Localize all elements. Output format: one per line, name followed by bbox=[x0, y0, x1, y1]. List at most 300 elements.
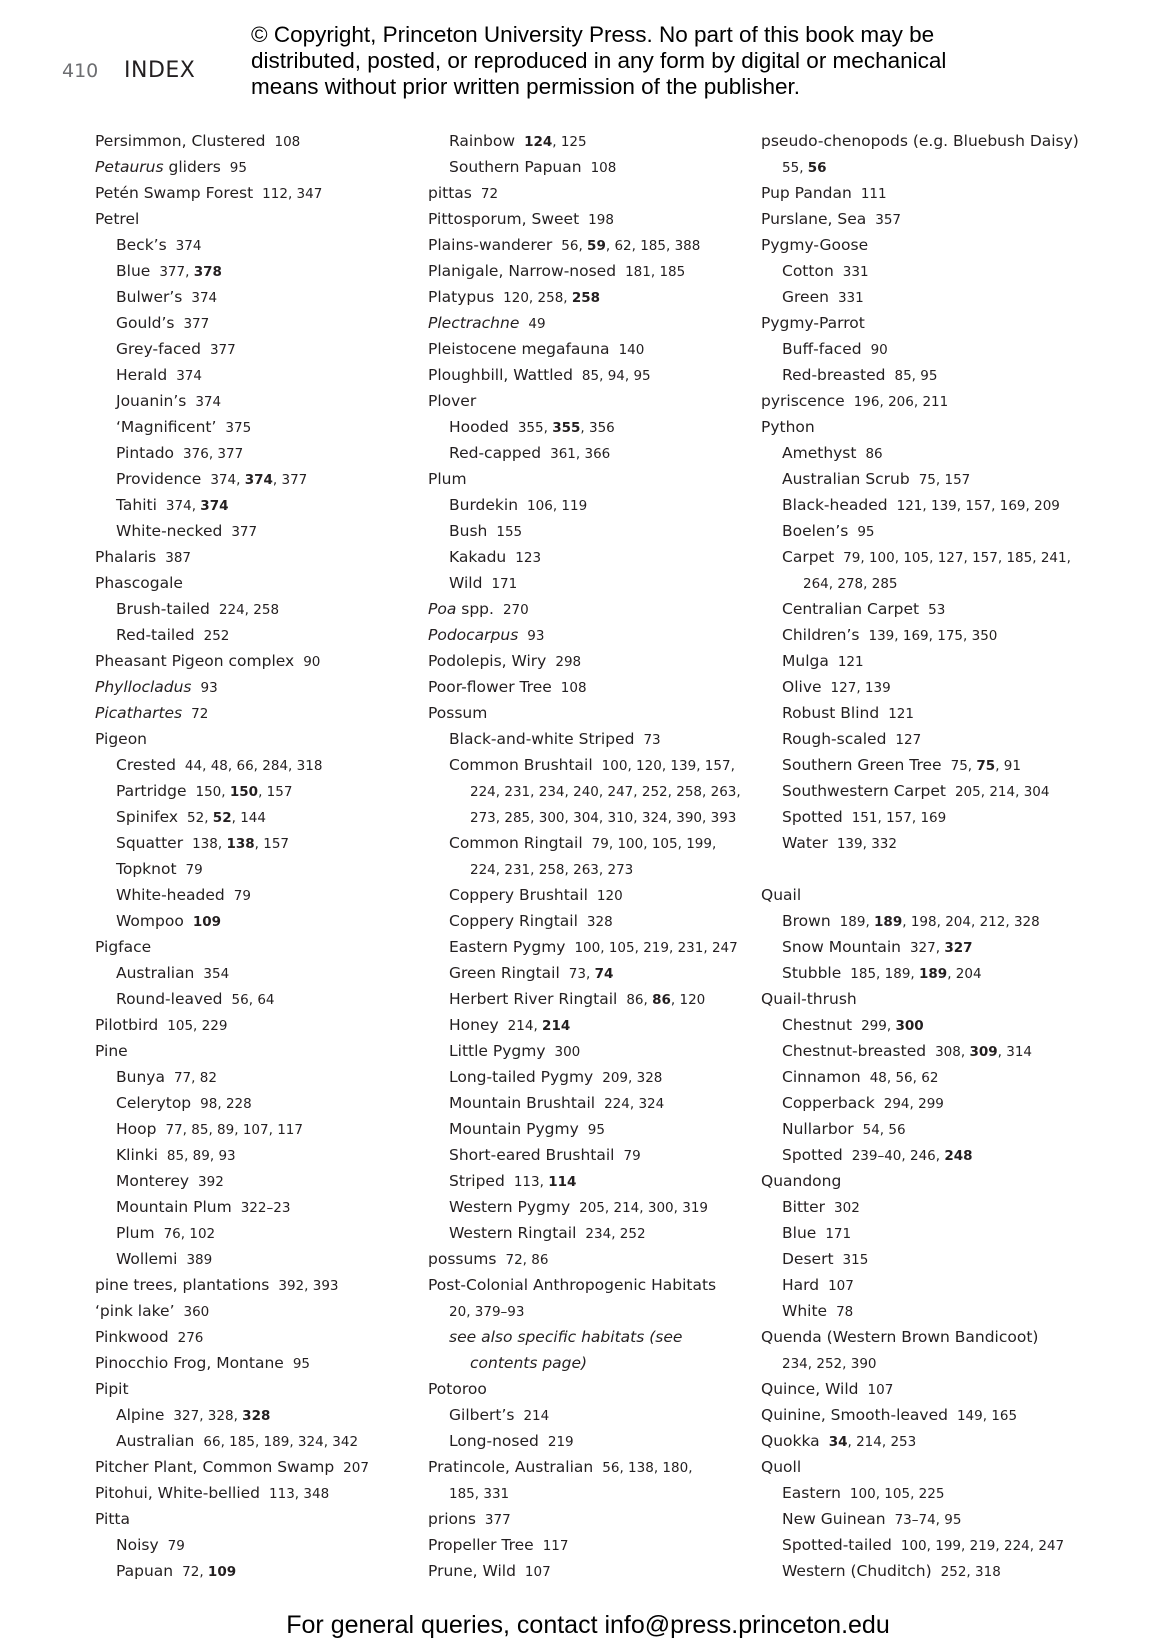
page-ref: 252 bbox=[940, 1564, 967, 1580]
page-refs: 264, 278, 285 bbox=[803, 576, 898, 592]
page-ref-bold: 34 bbox=[828, 1434, 848, 1450]
index-term: Quail bbox=[761, 886, 802, 904]
page-refs bbox=[168, 1538, 185, 1554]
page-ref: 82 bbox=[199, 1070, 217, 1086]
index-term: Plum bbox=[428, 470, 467, 488]
page-refs: 85, 94, 95 bbox=[581, 368, 651, 384]
page-ref: 392 bbox=[278, 1278, 305, 1294]
index-subentry bbox=[95, 986, 405, 1012]
index-subentry bbox=[428, 570, 753, 596]
page-ref: 263 bbox=[573, 862, 599, 878]
index-term: ‘pink lake’ bbox=[95, 1302, 175, 1320]
page-ref: 390 bbox=[850, 1356, 877, 1372]
index-term: Plum bbox=[116, 1224, 155, 1242]
index-subentry bbox=[761, 1194, 1086, 1220]
index-term: Phyllocladus bbox=[95, 678, 192, 696]
index-term: Striped bbox=[449, 1172, 505, 1190]
index-subentry bbox=[761, 570, 1086, 596]
index-subentry bbox=[761, 726, 1086, 752]
page-ref: 111 bbox=[860, 186, 887, 202]
page-ref-bold: 114 bbox=[548, 1174, 577, 1190]
page-refs bbox=[503, 602, 529, 618]
page-refs bbox=[203, 966, 229, 982]
index-subentry bbox=[95, 1168, 405, 1194]
page-ref: 342 bbox=[332, 1434, 359, 1450]
page-refs: 79, 100, 105, 127, 157, 185, 241, bbox=[843, 550, 1071, 566]
page-ref: 165 bbox=[991, 1408, 1018, 1424]
page-refs bbox=[857, 524, 874, 540]
page-ref: 64 bbox=[257, 992, 275, 1008]
page-ref-bold: 374 bbox=[200, 498, 229, 514]
page-ref: 258 bbox=[253, 602, 280, 618]
page-ref: 387 bbox=[165, 550, 192, 566]
page-refs bbox=[481, 186, 498, 202]
index-subentry bbox=[95, 1090, 405, 1116]
index-entry bbox=[95, 934, 405, 960]
page-refs bbox=[843, 264, 869, 280]
index-subentry bbox=[428, 1038, 753, 1064]
index-subentry bbox=[761, 284, 1086, 310]
page-ref-bold: 214 bbox=[542, 1018, 571, 1034]
index-term: Poa bbox=[428, 600, 457, 618]
page-ref: 56 bbox=[561, 238, 579, 254]
index-term: Quince, Wild bbox=[761, 1380, 859, 1398]
page-ref: 212 bbox=[979, 914, 1006, 930]
index-term: pittas bbox=[428, 184, 472, 202]
page-refs bbox=[895, 732, 921, 748]
index-term: Children’s bbox=[782, 626, 860, 644]
running-head: INDEX bbox=[124, 58, 196, 83]
page-ref: 89 bbox=[217, 1122, 235, 1138]
index-term: Blue bbox=[782, 1224, 817, 1242]
page-ref: 374 bbox=[210, 472, 237, 488]
index-entry bbox=[428, 336, 753, 362]
index-subentry bbox=[95, 596, 405, 622]
page-refs: 113, 114 bbox=[513, 1174, 577, 1190]
index-term: Hooded bbox=[449, 418, 509, 436]
index-term: Mountain Plum bbox=[116, 1198, 232, 1216]
index-entry bbox=[95, 1324, 405, 1350]
page-ref: 214 bbox=[613, 1200, 640, 1216]
index-term: pine trees, plantations bbox=[95, 1276, 270, 1294]
index-subentry bbox=[428, 960, 753, 986]
index-term: contents page) bbox=[470, 1354, 588, 1372]
index-term: Brown bbox=[782, 912, 831, 930]
index-term: Burdekin bbox=[449, 496, 519, 514]
page-refs: 124, 125 bbox=[524, 134, 587, 150]
index-subentry bbox=[761, 492, 1086, 518]
page-ref: 100 bbox=[868, 550, 895, 566]
page-ref: 392 bbox=[198, 1174, 224, 1190]
index-entry bbox=[761, 1454, 1086, 1480]
index-subentry bbox=[428, 908, 753, 934]
index-term: Western Ringtail bbox=[449, 1224, 577, 1242]
page-ref: 56 bbox=[602, 1460, 620, 1476]
page-ref: 331 bbox=[842, 264, 869, 280]
index-term: Coppery Brushtail bbox=[449, 886, 588, 904]
index-term: Snow Mountain bbox=[782, 938, 901, 956]
page-ref: 246 bbox=[910, 1148, 936, 1164]
index-term: Quinine, Smooth-leaved bbox=[761, 1406, 948, 1424]
page-refs bbox=[555, 1044, 581, 1060]
page-ref: 264 bbox=[803, 576, 829, 592]
index-subentry bbox=[761, 544, 1086, 570]
page-ref: 224 bbox=[470, 784, 496, 800]
page-ref: 328 bbox=[636, 1070, 663, 1086]
index-term: Western (Chuditch) bbox=[782, 1562, 932, 1580]
page-ref: 224 bbox=[1003, 1538, 1030, 1554]
page-refs: 234, 252, 390 bbox=[782, 1356, 877, 1372]
page-ref: 273 bbox=[607, 862, 634, 878]
index-entry bbox=[761, 882, 1086, 908]
index-term: Petaurus bbox=[95, 158, 164, 176]
page-refs: 77, 82 bbox=[173, 1070, 217, 1086]
index-entry bbox=[761, 1376, 1086, 1402]
page-ref: 95 bbox=[944, 1512, 962, 1528]
page-ref: 121 bbox=[888, 706, 914, 722]
page-refs: 121, 139, 157, 169, 209 bbox=[896, 498, 1060, 514]
index-subentry bbox=[761, 1480, 1086, 1506]
page-refs: 214, 214 bbox=[507, 1018, 571, 1034]
page-refs bbox=[865, 446, 882, 462]
index-subentry bbox=[95, 1142, 405, 1168]
index-term: Honey bbox=[449, 1016, 499, 1034]
page-refs bbox=[643, 732, 660, 748]
index-subentry bbox=[95, 960, 405, 986]
index-term: Spinifex bbox=[116, 808, 179, 826]
page-ref: 100 bbox=[900, 1538, 927, 1554]
index-subentry bbox=[428, 1116, 753, 1142]
index-subentry bbox=[95, 882, 405, 908]
index-term: Pheasant Pigeon complex bbox=[95, 652, 295, 670]
index-term-suffix: gliders bbox=[163, 158, 221, 176]
page-refs: 56, 64 bbox=[231, 992, 275, 1008]
page-ref: 73 bbox=[568, 966, 586, 982]
page-ref: 234 bbox=[538, 784, 565, 800]
page-ref: 139 bbox=[670, 758, 697, 774]
index-subentry bbox=[761, 622, 1086, 648]
page-refs: 239–40, 246, 248 bbox=[851, 1148, 973, 1164]
page-ref: 155 bbox=[496, 524, 523, 540]
page-ref: 107 bbox=[242, 1122, 269, 1138]
index-entry bbox=[428, 1480, 753, 1506]
index-subentry bbox=[95, 1558, 405, 1584]
index-subentry bbox=[761, 830, 1086, 856]
page-ref: 171 bbox=[491, 576, 518, 592]
index-subentry bbox=[428, 1012, 753, 1038]
index-subentry bbox=[428, 1350, 753, 1376]
index-term: Wompoo bbox=[116, 912, 184, 930]
page-ref: 247 bbox=[711, 940, 738, 956]
page-ref: 328 bbox=[586, 914, 613, 930]
page-refs bbox=[210, 342, 236, 358]
index-entry bbox=[428, 674, 753, 700]
page-refs: 127, 139 bbox=[830, 680, 891, 696]
page-ref: 327 bbox=[909, 940, 936, 956]
index-subentry bbox=[428, 882, 753, 908]
page-refs: 224, 324 bbox=[604, 1096, 665, 1112]
index-entry bbox=[95, 154, 405, 180]
page-refs bbox=[591, 160, 617, 176]
page-ref: 72 bbox=[505, 1252, 523, 1268]
page-ref: 113 bbox=[513, 1174, 540, 1190]
page-refs bbox=[491, 576, 517, 592]
page-ref: 185 bbox=[640, 238, 666, 254]
page-ref: 258 bbox=[538, 862, 565, 878]
index-entry bbox=[95, 1376, 405, 1402]
index-entry bbox=[428, 1246, 753, 1272]
page-ref: 209 bbox=[1034, 498, 1060, 514]
page-ref: 198 bbox=[588, 212, 614, 228]
page-refs bbox=[836, 1304, 853, 1320]
index-entry bbox=[428, 596, 753, 622]
page-ref: 331 bbox=[837, 290, 864, 306]
page-ref: 219 bbox=[547, 1434, 574, 1450]
page-ref: 117 bbox=[277, 1122, 303, 1138]
page-refs bbox=[619, 342, 645, 358]
page-refs: 77, 85, 89, 107, 117 bbox=[165, 1122, 303, 1138]
index-term: Platypus bbox=[428, 288, 495, 306]
page-refs: 374, 374 bbox=[165, 498, 229, 514]
index-subentry bbox=[761, 700, 1086, 726]
page-refs bbox=[176, 238, 202, 254]
page-refs bbox=[875, 212, 901, 228]
page-ref: 144 bbox=[240, 810, 266, 826]
page-ref: 389 bbox=[186, 1252, 213, 1268]
page-refs: 327, 327 bbox=[909, 940, 973, 956]
page-refs bbox=[193, 914, 221, 930]
page-ref: 72 bbox=[480, 186, 499, 202]
page-refs bbox=[825, 1226, 851, 1242]
page-ref-bold: 189 bbox=[874, 914, 903, 930]
index-subentry bbox=[761, 336, 1086, 362]
index-term: Plains-wanderer bbox=[428, 236, 553, 254]
page-refs bbox=[176, 368, 202, 384]
page-ref: 157 bbox=[965, 498, 992, 514]
index-entry bbox=[95, 726, 405, 752]
index-subentry bbox=[428, 1168, 753, 1194]
index-term: Rainbow bbox=[449, 132, 516, 150]
page-ref-bold: 109 bbox=[207, 1564, 237, 1580]
page-ref: 157 bbox=[704, 758, 731, 774]
index-subentry bbox=[761, 1298, 1086, 1324]
footer-contact: For general queries, contact info@press.princeton.edu bbox=[286, 1611, 890, 1639]
index-subentry bbox=[95, 258, 405, 284]
page-ref: 85 bbox=[166, 1148, 185, 1164]
page-refs: 377, 378 bbox=[159, 264, 222, 280]
copyright-notice: © Copyright, Princeton University Press. No part of this book may be distributed, posted, or reproduced in any form by digital or mechanical means without prior written permission of the publisher. bbox=[251, 22, 947, 99]
page-ref: 169 bbox=[999, 498, 1026, 514]
page-ref: 157 bbox=[972, 550, 998, 566]
index-term: Pinkwood bbox=[95, 1328, 169, 1346]
page-refs: 56, 138, 180, bbox=[602, 1460, 693, 1476]
page-ref: 79 bbox=[843, 550, 861, 566]
page-refs: 75, 75, 91 bbox=[950, 758, 1021, 774]
index-entry bbox=[95, 1454, 405, 1480]
page-ref: 225 bbox=[918, 1486, 945, 1502]
page-ref: 113 bbox=[269, 1486, 295, 1502]
index-term: Little Pygmy bbox=[449, 1042, 546, 1060]
index-term: Spotted bbox=[782, 1146, 843, 1164]
page-ref: 196 bbox=[853, 394, 880, 410]
index-term: Pipit bbox=[95, 1380, 129, 1398]
index-term: Mountain Pygmy bbox=[449, 1120, 579, 1138]
index-term: Red-tailed bbox=[116, 626, 195, 644]
page-ref: 214 bbox=[989, 784, 1016, 800]
page-refs: 308, 309, 314 bbox=[935, 1044, 1033, 1060]
page-refs: 185, 189, 189, 204 bbox=[850, 966, 982, 982]
page-ref: 95 bbox=[292, 1356, 311, 1372]
page-ref-bold: 248 bbox=[944, 1148, 973, 1164]
page-ref: 120 bbox=[679, 992, 706, 1008]
index-subentry bbox=[95, 414, 405, 440]
index-subentry bbox=[428, 856, 753, 882]
index-subentry bbox=[761, 1142, 1086, 1168]
page-ref: 157 bbox=[944, 472, 971, 488]
index-subentry bbox=[761, 1506, 1086, 1532]
page-ref: 73–74 bbox=[894, 1512, 936, 1528]
index-term: pyriscence bbox=[761, 392, 845, 410]
page-ref-bold: 328 bbox=[242, 1408, 271, 1424]
page-ref: 211 bbox=[922, 394, 949, 410]
page-ref: 62 bbox=[921, 1070, 939, 1086]
index-subentry bbox=[428, 1194, 753, 1220]
index-term: Pinocchio Frog, Montane bbox=[95, 1354, 284, 1372]
index-entry bbox=[428, 232, 753, 258]
page-ref: 199 bbox=[686, 836, 712, 852]
page-refs: 273, 285, 300, 304, 310, 324, 390, 393 bbox=[470, 810, 737, 826]
page-refs: 120, 258, 258 bbox=[503, 290, 601, 306]
page-refs: 73–74, 95 bbox=[894, 1512, 962, 1528]
page-refs: 100, 105, 219, 231, 247 bbox=[574, 940, 738, 956]
index-term: Petén Swamp Forest bbox=[95, 184, 254, 202]
index-subentry bbox=[95, 362, 405, 388]
index-subentry bbox=[95, 388, 405, 414]
page-refs bbox=[834, 1200, 860, 1216]
index-subentry bbox=[428, 1402, 753, 1428]
page-ref: 185 bbox=[850, 966, 877, 982]
page-ref: 185 bbox=[449, 1486, 475, 1502]
page-refs bbox=[496, 524, 522, 540]
index-subentry bbox=[428, 154, 753, 180]
page-ref: 322–23 bbox=[240, 1200, 291, 1216]
index-entry bbox=[95, 206, 405, 232]
page-ref: 294 bbox=[883, 1096, 910, 1112]
page-refs: 20, 379–93 bbox=[449, 1304, 525, 1320]
page-ref: 105 bbox=[651, 836, 678, 852]
index-term: Grey-faced bbox=[116, 340, 201, 358]
index-term: Propeller Tree bbox=[428, 1536, 534, 1554]
index-subentry bbox=[761, 648, 1086, 674]
page-ref: 361 bbox=[550, 446, 576, 462]
index-term: Amethyst bbox=[782, 444, 857, 462]
page-ref: 150 bbox=[195, 784, 222, 800]
page-ref: 252 bbox=[203, 628, 230, 644]
page-ref: 299 bbox=[918, 1096, 944, 1112]
page-ref: 127 bbox=[937, 550, 964, 566]
index-term: Quoll bbox=[761, 1458, 802, 1476]
page-refs bbox=[888, 706, 914, 722]
page-ref: 73 bbox=[643, 732, 661, 748]
page-ref: 377 bbox=[209, 342, 236, 358]
page-refs: 76, 102 bbox=[163, 1226, 216, 1242]
index-entry bbox=[761, 414, 1086, 440]
page-ref: 94 bbox=[607, 368, 625, 384]
page-refs bbox=[588, 1122, 605, 1138]
index-term: Wollemi bbox=[116, 1250, 178, 1268]
index-subentry bbox=[428, 934, 753, 960]
page-ref: 366 bbox=[584, 446, 611, 462]
page-ref-bold: 258 bbox=[571, 290, 601, 306]
index-subentry bbox=[428, 128, 753, 154]
index-subentry bbox=[428, 414, 753, 440]
page-ref: 205 bbox=[579, 1200, 605, 1216]
index-term: Carpet bbox=[782, 548, 835, 566]
index-subentry bbox=[95, 778, 405, 804]
index-term: Southwestern Carpet bbox=[782, 782, 946, 800]
page-ref: 374 bbox=[191, 290, 218, 306]
index-entry bbox=[761, 310, 1086, 336]
page-ref: 308 bbox=[935, 1044, 961, 1060]
page-ref: 91 bbox=[1003, 758, 1021, 774]
index-entry bbox=[428, 1272, 753, 1298]
index-entry bbox=[428, 180, 753, 206]
index-subentry bbox=[761, 674, 1086, 700]
page-ref: 55 bbox=[782, 160, 800, 176]
index-term: Topknot bbox=[116, 860, 177, 878]
index-term: Pilotbird bbox=[95, 1016, 159, 1034]
page-refs bbox=[231, 524, 257, 540]
index-term: Gilbert’s bbox=[449, 1406, 515, 1424]
page-ref: 252 bbox=[816, 1356, 843, 1372]
index-entry bbox=[761, 180, 1086, 206]
page-ref: 240 bbox=[573, 784, 599, 800]
page-ref: 93 bbox=[200, 680, 218, 696]
page-ref: 228 bbox=[225, 1096, 252, 1112]
page-ref: 207 bbox=[343, 1460, 369, 1476]
page-ref: 350 bbox=[971, 628, 998, 644]
index-entry bbox=[428, 362, 753, 388]
page-ref: 224 bbox=[470, 862, 496, 878]
index-entry bbox=[95, 648, 405, 674]
index-subentry bbox=[95, 804, 405, 830]
page-refs: 55, 56 bbox=[782, 160, 827, 176]
page-ref: 79 bbox=[185, 862, 203, 878]
page-ref: 377 bbox=[183, 316, 210, 332]
page-ref: 75 bbox=[950, 758, 968, 774]
page-ref: 214 bbox=[507, 1018, 534, 1034]
page-refs bbox=[183, 316, 209, 332]
page-ref: 120 bbox=[503, 290, 529, 306]
index-entry bbox=[761, 986, 1086, 1012]
index-term: Papuan bbox=[116, 1562, 174, 1580]
page-refs bbox=[241, 1200, 291, 1216]
page-ref: 139 bbox=[930, 498, 957, 514]
index-subentry bbox=[95, 1116, 405, 1142]
page-ref: 185 bbox=[1006, 550, 1033, 566]
index-term: possums bbox=[428, 1250, 497, 1268]
index-subentry bbox=[428, 544, 753, 570]
page-ref: 119 bbox=[561, 498, 588, 514]
index-entry bbox=[95, 570, 405, 596]
index-subentry bbox=[428, 1220, 753, 1246]
index-entry bbox=[428, 310, 753, 336]
index-term: Long-nosed bbox=[449, 1432, 539, 1450]
page-ref-bold: 59 bbox=[587, 238, 606, 254]
index-subentry bbox=[95, 310, 405, 336]
page-refs: 205, 214, 304 bbox=[954, 784, 1050, 800]
index-term: Beck’s bbox=[116, 236, 167, 254]
